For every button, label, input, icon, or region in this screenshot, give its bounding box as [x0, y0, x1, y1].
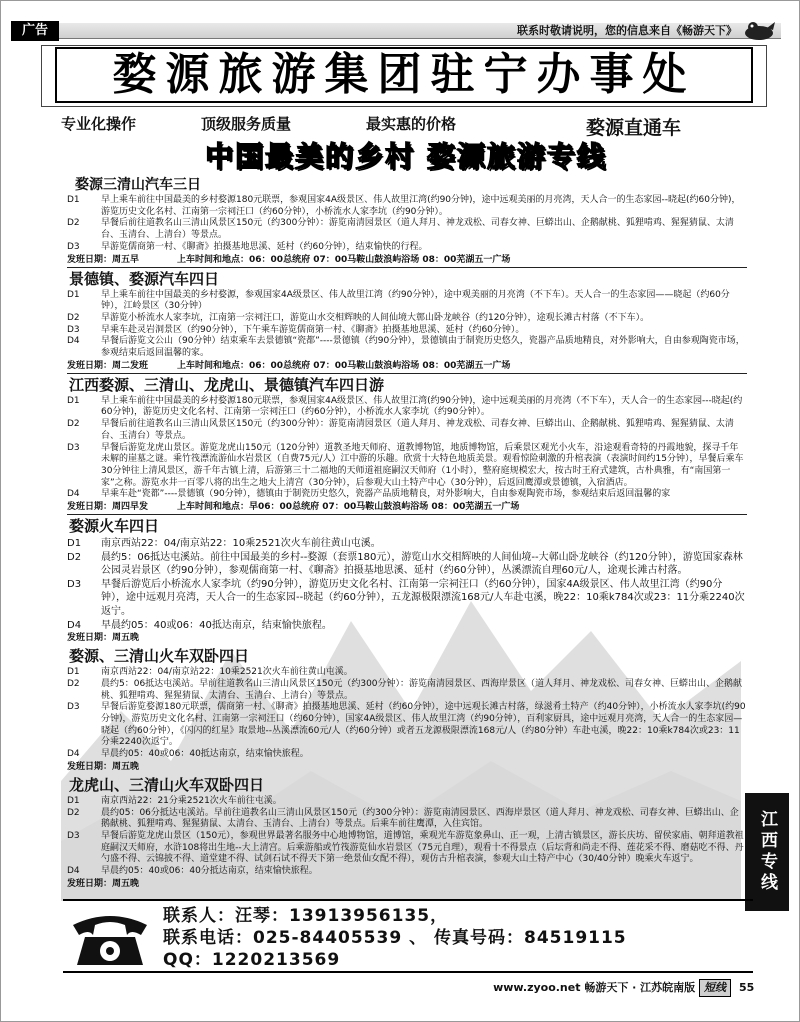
day-text: 早游览小桥流水人家李坑，江南第一宗祠汪口，游览山水交相辉映的人间仙境大鄣山卧龙峡谷（约120分钟），途观长滩古村落（不下车）。: [101, 312, 650, 323]
departure-day: 发班日期：周五晚: [67, 878, 140, 889]
day-row: [67, 443, 747, 490]
route-title: 龙虎山、三清山火车双卧四日: [69, 775, 265, 794]
day-code: D3: [67, 830, 80, 841]
departure-row: [67, 501, 747, 515]
departure-times: 06：00总统府 07：00马鞍山鼓浪屿浴场 08：00芜湖五一广场: [249, 360, 511, 371]
footer-site: www.zyoo.net 畅游天下 · 江苏皖南版: [493, 981, 696, 994]
title-box: [55, 47, 753, 103]
day-text: 南京西站22：04/南京站22：10乘2521次火车前往黄山屯溪。: [101, 667, 353, 678]
departure-label: 上车时间和地点：: [177, 254, 250, 265]
side-tab: 江西专线: [745, 793, 789, 911]
contact-qq: QQ：1220213569: [163, 950, 341, 970]
day-text: 南京西站22：04/南京站22：10乘2521次火车前往黄山屯溪。: [101, 538, 381, 550]
day-code: D2: [67, 678, 80, 689]
day-text: 早晨约05：40或06：40抵达南京，结束愉快旅程。: [101, 619, 332, 631]
day-row: [67, 419, 747, 442]
day-text: 早餐后前往道教名山三清山风景区150元（约300分钟）：游览南清园景区（道人拜月、神龙戏松、司春女神、巨蟒出山、企鹅献桃、狐狸啃鸡、猩猩猜鼠、太清台、玉清台）等景点。: [101, 419, 734, 441]
day-code: D3: [67, 442, 80, 453]
route-banner: 中国最美的乡村 婺源旅游专线: [205, 140, 607, 173]
day-code: D2: [67, 312, 80, 323]
departure-day: 发班日期：周四早发: [67, 502, 149, 513]
day-code: D1: [67, 795, 80, 806]
day-code: D4: [67, 336, 80, 347]
day-code: D2: [67, 218, 80, 229]
day-text: 早餐后游览后小桥流水人家李坑（约90分钟），游览历史文化名村、江南第一宗祠汪口（约60分钟），国家4A级景区、伟人故里江湾（约90分钟），途中远观月亮湾，天人合一的生态家园--晓起（约60分钟），五龙源极限漂流168元/人车赴屯溪，晚22：10乘k784次或23：11分乘2240次返宁。: [101, 578, 745, 618]
itinerary-list: [67, 175, 747, 891]
day-row: [67, 336, 747, 359]
day-text: 早上乘车前往中国最美的乡村婺源180元联票，参观国家4A级景区、伟人故里江湾(约90分钟)，途中远观美丽的月亮湾（不下车），天人合一的生态家园---晓起(约60分钟)，游览历史文化名村、江南第一宗祠汪口（约60分钟），小桥流水人家李坑（约90分钟）。: [101, 395, 743, 418]
route-title: 婺源三清山汽车三日: [75, 177, 201, 193]
contact-box: [63, 899, 753, 973]
day-text: 晨约05：06分抵达屯溪站。早前往道教名山三清山风景区150元（约300分钟）：游览南清园景区、西海岸景区（道人拜月、神龙戏松、司春女神、巨蟒出山、企鹅献桃、狐狸啃鸡、猩猩猜鼠、太清台、玉清台、上清台）等景点。后乘车前往鹰潭，入住宾馆。: [101, 807, 739, 830]
day-row: [67, 578, 747, 619]
day-code: D4: [67, 619, 82, 631]
day-row: [67, 218, 747, 241]
footer: [493, 979, 731, 997]
day-text: 早餐后游览龙虎山景区（150元），参观世界最著名服务中心地博物馆，道博馆，乘观光车游览象鼻山、正一观，上清古镇景区，游长庆坊、留侯家庙、朝拜道教祖庭嗣汉天师府，水浒108将出生地--大上清宫。后乘游船或竹筏游览仙水岩景区（75元自理），观看十不得景点（后坛背和尚走不得、莲花采不得、磨菇吃不得、丹勺盛不得、云锦披不得、道堂建不得、试剑石试不得天下第一绝景仙女配不得），观仿古升棺表演，参观大山土特产中心（30/40分钟）晚乘火车返宁。: [101, 830, 744, 865]
slogan-professional: 专业化操作: [61, 115, 137, 133]
departure-times: 06：00总统府 07：00马鞍山鼓浪屿浴场 08：00芜湖五一广场: [249, 254, 511, 265]
day-row: [67, 679, 747, 702]
departure-row: [67, 878, 747, 891]
day-code: D3: [67, 241, 80, 252]
day-row: [67, 551, 747, 578]
departure-day: 发班日期：周五晚: [67, 633, 140, 644]
page-title: 婺源旅游集团驻宁办事处: [112, 49, 696, 100]
day-code: D4: [67, 866, 80, 877]
route-title: 婺源火车四日: [69, 517, 160, 536]
day-row: [67, 619, 747, 633]
day-row: [67, 396, 747, 419]
departure-day: 发班日期：周五早: [67, 254, 140, 265]
day-code: D1: [67, 289, 80, 300]
departure-day: 发班日期：周二发班: [67, 360, 149, 371]
day-code: D4: [67, 749, 80, 760]
telephone-icon: [69, 907, 151, 969]
day-row: [67, 242, 747, 254]
slogan-direct-bus: 婺源直通车: [586, 117, 682, 139]
day-text: 早餐后游览龙虎山景区。游览龙虎山150元（120分钟）道教圣地天师府、道教博物馆，地质博物馆，后乘景区观光小火车，沿途观看奇特的丹霞地貌，探寻千年未解的崖墓之谜。乘竹筏漂流游仙水岩景区（自费75元/人）江中游的乐趣。欣赏十大特色地质美景。观看惊险刺激的升棺表演（表演时间约15分钟），早餐后乘车30分钟往上清风景区，游千年古镇上清，后游第三十二福地的天师道祖庭嗣汉天师府（1小时），整府庭规模宏大，按古时王府式建筑，古朴典雅，有“南国第一家”之称。游览水井一百零八将的出生之地大上清宫（30分钟），后参观大山土特产中心（30分钟），后返回鹰潭或景德镇，入宿酒店。: [101, 442, 744, 488]
day-text: 早晨约05：40或06：40分抵达南京，结束愉快旅程。: [101, 866, 318, 877]
slogan-price: 最实惠的价格: [366, 115, 457, 133]
route-section: [67, 375, 747, 515]
departure-row: [67, 761, 747, 774]
day-code: D2: [67, 551, 82, 563]
footer-tag: 短线: [699, 979, 731, 997]
day-text: 早上乘车前往中国最美的乡村婺源180元联票，参观国家4A级景区、伟人故里江湾(约90分钟)，途中远观美丽的月亮湾，天人合一的生态家园--晓起(约60分钟)，游览历史文化名村、江南第一宗祠汪口（约60分钟），小桥流水人家李坑（约90分钟）。: [101, 195, 741, 217]
day-row: [67, 195, 747, 218]
day-row: [67, 537, 747, 551]
day-row: [67, 808, 747, 831]
route-title: 江西婺源、三清山、龙虎山、景德镇汽车四日游: [69, 375, 385, 394]
day-code: D1: [67, 395, 80, 406]
day-code: D3: [67, 578, 82, 590]
mascot-logo: [741, 18, 777, 42]
route-section: [67, 176, 747, 268]
day-code: D1: [67, 195, 80, 205]
day-text: 早乘车赴“瓷都”----景德镇（90分钟），德镇由于制瓷历史悠久，瓷器产品质地精良，对外影响大，自由参观陶瓷市场，参观结束后返回温馨的家: [101, 489, 671, 500]
page-number: 55: [739, 981, 755, 994]
contact-phone: 联系电话：025-84405539 、 传真号码：84519115: [163, 928, 627, 948]
day-row: [67, 290, 747, 313]
day-row: [67, 325, 747, 337]
contact-person: 联系人：汪琴：13913956135，: [163, 906, 449, 926]
day-row: [67, 796, 747, 808]
departure-row: [67, 632, 747, 645]
day-text: 早游览儒商第一村、《聊斋》拍摄基地思溪、延村（约60分钟），结束愉快的行程。: [101, 241, 428, 252]
day-text: 早晨约05：40或06：40抵达南京，结束愉快旅程。: [101, 749, 309, 760]
day-row: [67, 667, 747, 679]
route-section: [67, 269, 747, 374]
departure-row: [67, 360, 747, 374]
route-title: 景德镇、婺源汽车四日: [69, 269, 220, 288]
day-code: D3: [67, 324, 80, 335]
day-code: D2: [67, 419, 80, 430]
day-text: 早餐后前往道教名山三清山风景区150元（约300分钟）：游览南清园景区（道人拜月、神龙戏松、司春女神、巨蟒出山、企鹅献桃、狐狸啃鸡、猩猩猜鼠、太清台、玉清台、上清台）等景点。: [101, 218, 734, 241]
day-text: 早乘车赴灵岩洞景区（约90分钟），下午乘车游览儒商第一村、《聊斋》拍摄基地思溪、延村（约60分钟）。: [101, 324, 525, 335]
day-text: 晨约5：06抵达屯溪站。早前往道教名山三清山风景区150元（约300分钟）：游览南清园景区、西海岸景区（道人拜月、神龙戏松、司春女神、巨蟒出山、企鹅献桃、狐狸啃鸡、猩猩猜鼠、太清台、玉清台、上清台）等景点。: [101, 678, 743, 701]
day-row: [67, 831, 747, 866]
day-code: D3: [67, 702, 80, 713]
route-section: [67, 516, 747, 645]
route-title: 婺源、三清山火车双卧四日: [69, 647, 250, 666]
day-row: [67, 702, 747, 749]
slogan-quality: 顶级服务质量: [201, 115, 292, 133]
day-row: [67, 866, 747, 878]
day-text: 早餐后游览文公山（90分钟）结束乘车去景德镇“瓷都”----景德镇（约90分钟），景德镇由于制瓷历史悠久，瓷器产品质地精良，对外影响大，自由参观陶瓷市场，参观结束后返回温馨的家。: [101, 336, 745, 359]
departure-label: 上车时间和地点：: [177, 360, 250, 371]
departure-day: 发班日期：周五晚: [67, 761, 140, 772]
day-row: [67, 749, 747, 761]
day-code: D1: [67, 538, 82, 550]
departure-times: 早06：00总统府 07：00马鞍山鼓浪屿浴场 08：00芜湖五一广场: [249, 502, 520, 513]
day-code: D4: [67, 489, 80, 500]
ad-tag: 广告: [11, 21, 59, 41]
day-code: D1: [67, 667, 80, 678]
departure-row: [67, 254, 747, 268]
departure-label: 上车时间和地点：: [177, 502, 250, 513]
day-code: D2: [67, 807, 80, 818]
slogan-row: [61, 113, 751, 139]
day-text: 晨约5：06抵达屯溪站。前往中国最美的乡村--婺源（套票180元），游览山水交相辉映的人间仙境--大鄣山卧龙峡谷（约120分钟），游览国家森林公园灵岩景区（约90分钟），参观儒商第一村、《聊斋》拍摄基地思溪、延村（约60分钟），丛溪漂流自理60元/人，途观长滩古村落。: [101, 551, 743, 577]
day-row: [67, 489, 747, 501]
day-text: 南京西站22：21分乘2521次火车前往屯溪。: [101, 795, 282, 806]
source-note: 联系时敬请说明，您的信息来自《畅游天下》: [517, 24, 737, 37]
route-section: [67, 646, 747, 774]
route-section: [67, 775, 747, 891]
day-row: [67, 313, 747, 325]
day-text: 早餐后游览婺源180元联票，儒商第一村、《聊斋》拍摄基地思溪、延村（约60分钟），途中远观长滩古村落，绿滋肴土特产（约40分钟），小桥流水人家李坑(约90分钟)，游览历史文化名村、江南第一宗祠汪口（约60分钟），国家4A级景区、伟人故里江湾（约90分钟），百利家厨具，途中远观月亮湾，天人合一的生态家园—晓起（约60分钟），《闪闪的红星》取景地--丛溪漂流60元/人（约60分钟）或者五龙源极限漂流168元/人（约80分钟）车赴屯溪，晚22：10乘k784次或23：11分乘2240次返宁。: [101, 702, 746, 748]
day-text: 早上乘车前往中国最美的乡村婺源，参观国家4A级景区、伟人故里江湾（约90分钟），途中观美丽的月亮湾（不下车）。天人合一的生态家园——晓起（约60分钟），江岭景区（30分钟）: [101, 289, 730, 312]
